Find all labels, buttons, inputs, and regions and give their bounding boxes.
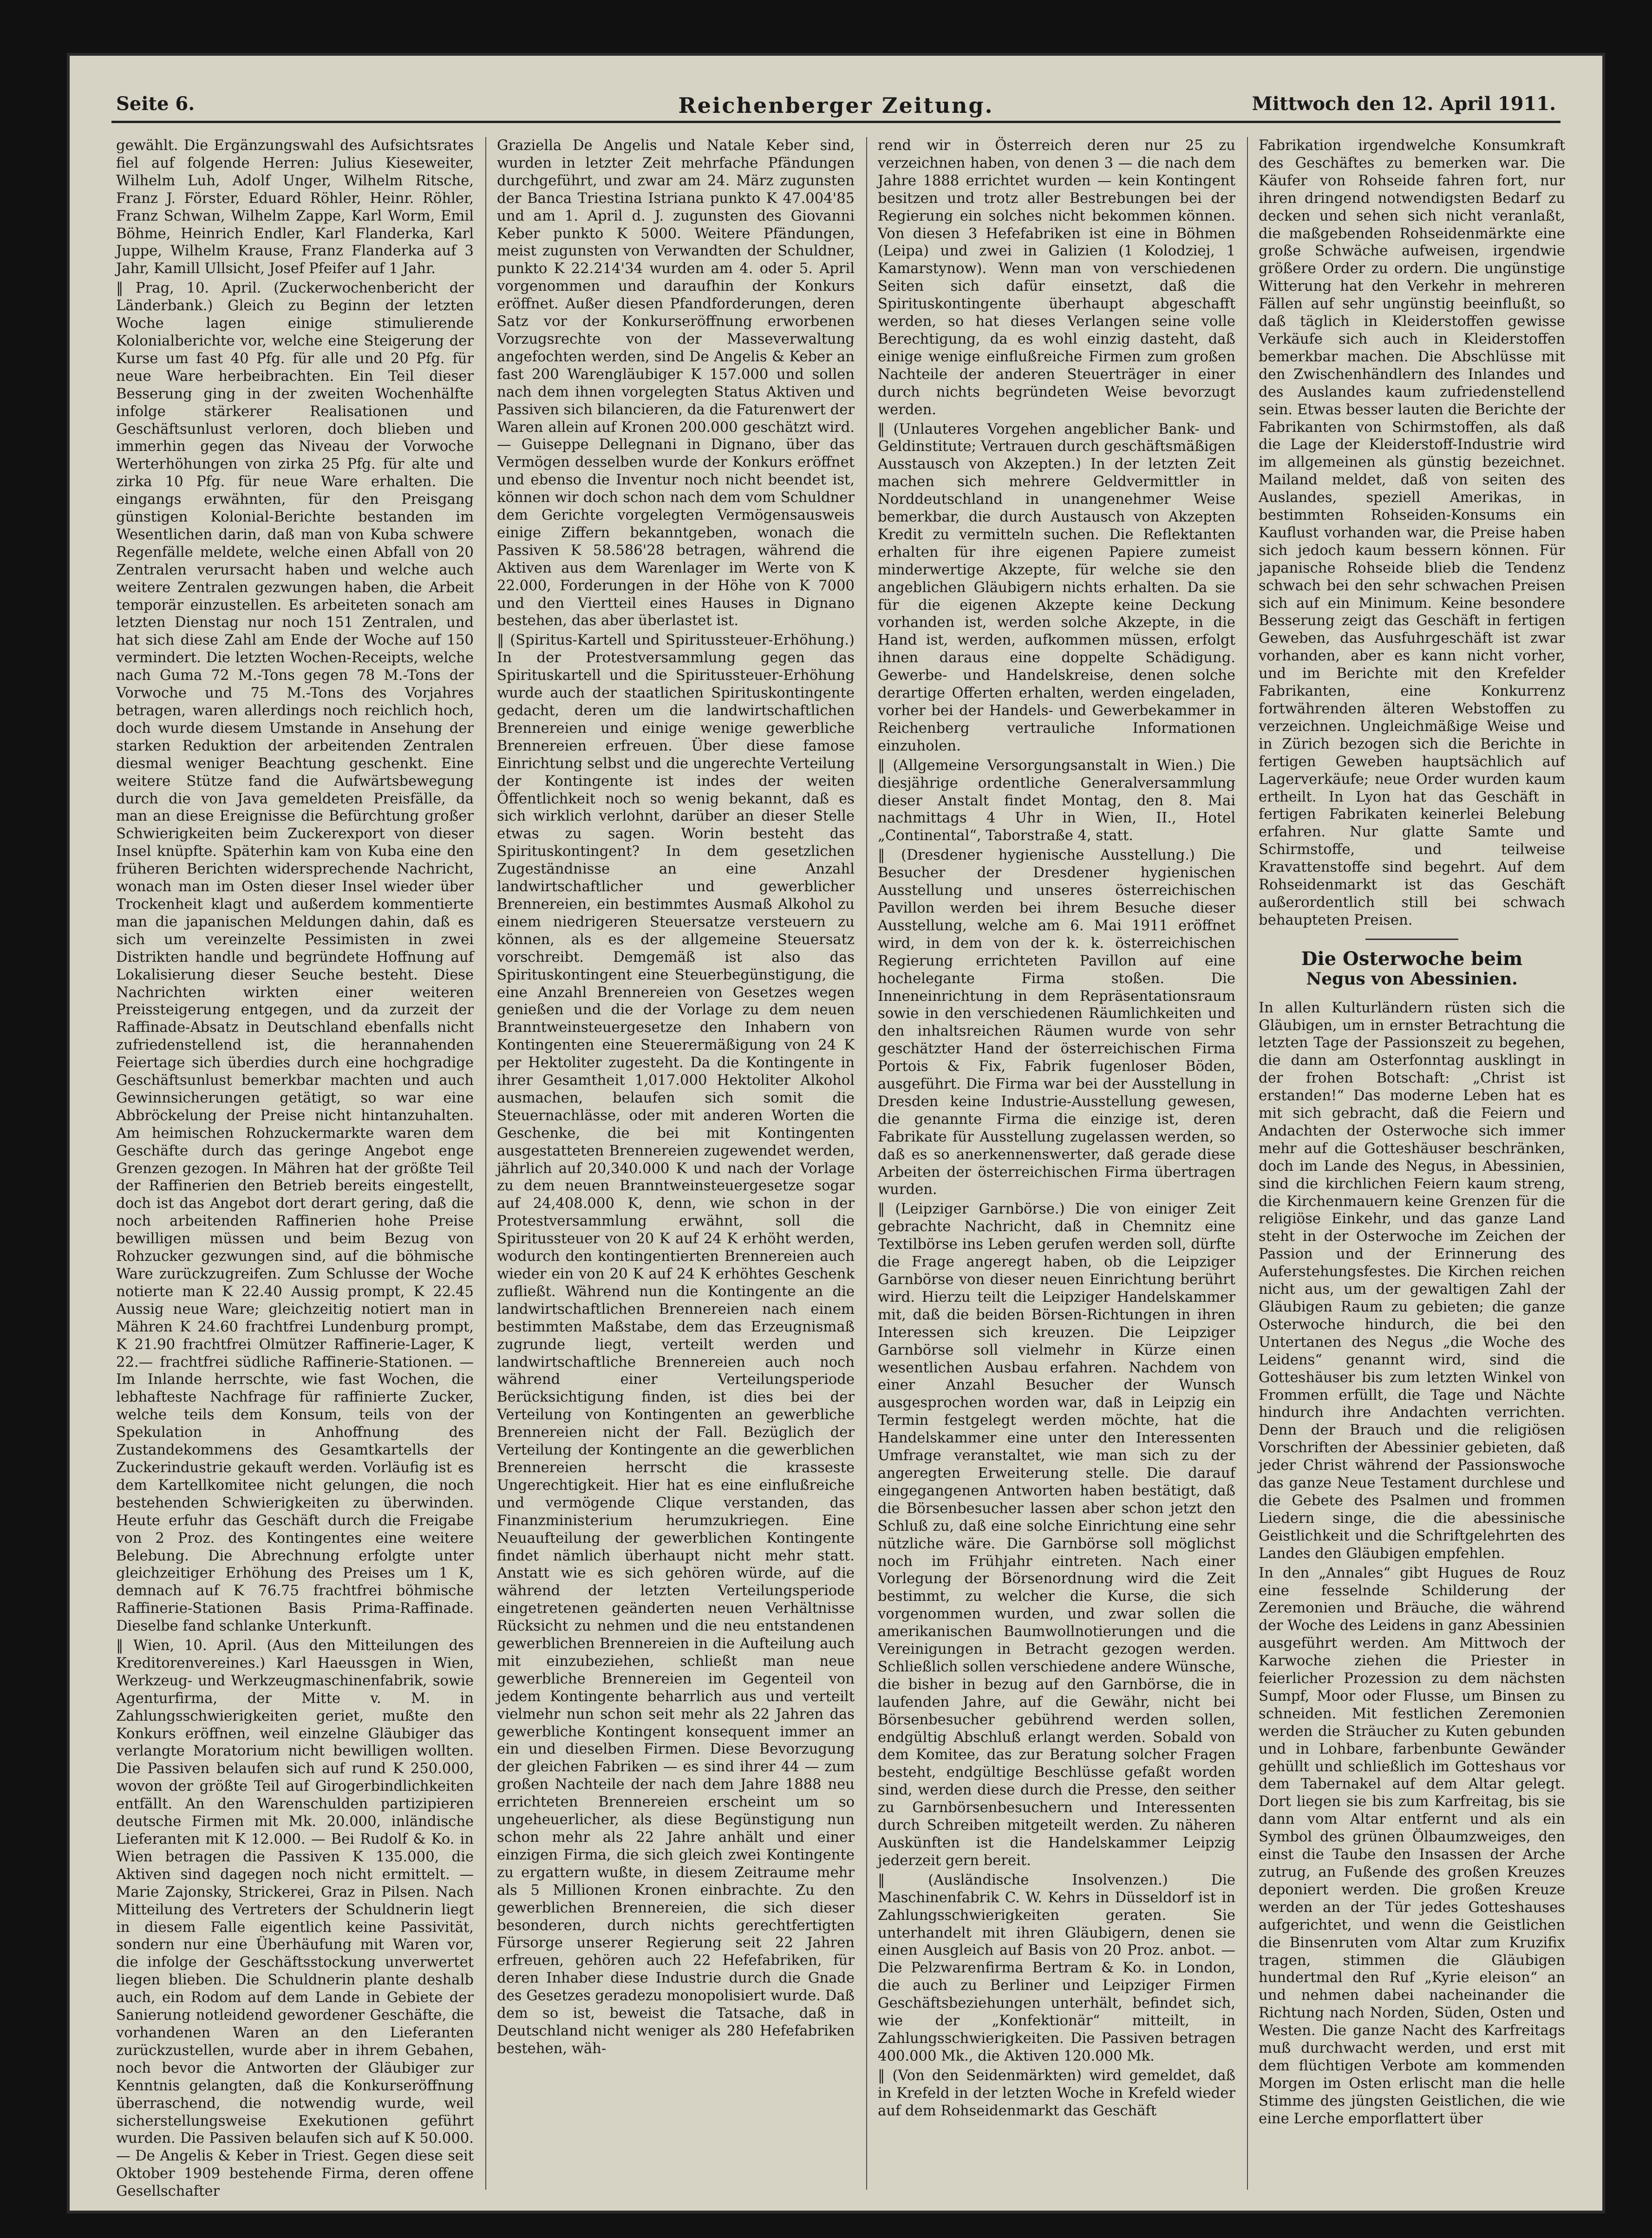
- issue-date: Mittwoch den 12. April 1911.: [1252, 93, 1556, 115]
- feature-subtitle: Negus von Abessinien.: [1306, 969, 1518, 989]
- page-header: [111, 84, 1561, 123]
- masthead: Reichenberger Zeitung.: [678, 93, 994, 118]
- article-sugar-report: ‖ Prag, 10. April. (Zuckerwochenbericht der Länderbank.) Gleich zu Beginn der letzten Woche lagen einige stimulierende Kolonialberichte vor, welche eine Steigerung der Kurse um fast 40 Pfg. für alle und 20 Pfg. für neue Ware herbeibrachten. Ein Teil dieser Besserung ging in der zweiten Wochenhälfte infolge stärkerer Realisationen und Geschäftsunlust verloren, doch blieben und immerhin gegen das Niveau der Vorwoche Werterhöhungen von zirka 25 Pfg. für alte und zirka 10 Pfg. für neue Ware erhalten. Die eingangs erwähnten, für den Preisgang günstigen Kolonial-Berichte bestanden im Wesentlichen darin, daß man von Kuba schwere Regenfälle meldete, welche einen Abfall von 20 Zentralen verursacht haben und welche auch weitere Zentralen gezwungen haben, die Arbeit temporär einzustellen. Es arbeiteten sonach am letzten Dienstag nur noch 151 Zentralen, und hat sich diese Zahl am Ende der Woche auf 150 vermindert. Die letzten Wochen-Receipts, welche nach Guma 72 M.-Tons gegen 78 M.-Tons der Vorwoche und 75 M.-Tons des Vorjahres betragen, waren allerdings noch reichlich hoch, doch wurde diesem Umstande in Ansehung der starken Reduktion der arbeitenden Zentralen diesmal weniger Beachtung geschenkt. Eine weitere Stütze fand die Aufwärtsbewegung durch die von Java gemeldeten Preisfälle, da man an diese Ereignisse die Befürchtung großer Schwierigkeiten beim Zuckerexport von dieser Insel knüpfte. Späterhin kam von Kuba eine den früheren Berichten widersprechende Nachricht, wonach man im Osten dieser Insel wieder über Trockenheit klagt und außerdem kommentierte man die japanischen Meldungen dahin, daß es sich um vereinzelte Pessimisten in zwei Distrikten handle und begründete Hoffnung auf Lokalisierung dieser Seuche besteht. Diese Nachrichten wirkten einer weiteren Preissteigerung entgegen, und da zurzeit der Raffinade-Absatz in Deutschland ebenfalls nicht zufriedenstellend ist, die herannahenden Feiertage sich überdies durch eine hochgradige Geschäftsunlust bemerkbar machten und auch Gewinnsicherungen getätigt, so war eine Abbröckelung der Preise nicht hintanzuhalten. Am heimischen Rohzuckermarkte waren dem Geschäfte durch das geringe Angebot enge Grenzen gezogen. In Mähren hat der größte Teil der Raffinerien den Betrieb bereits eingestellt, doch ist das Angebot dort derart gering, daß die noch arbeitenden Raffinerien hohe Preise bewilligen müssen und beim Bezug von Rohzucker gezwungen sind, auf die böhmische Ware zurückzugreifen. Zum Schlusse der Woche notierte man K 22.40 Aussig prompt, K 22.45 Aussig neue Ware; gleichzeitig notiert man in Mähren K 24.60 frachtfrei Lundenburg prompt, K 21.90 frachtfrei Olmützer Raffinerie-Lager, K 22.— frachtfrei südliche Raffinerie-Stationen. — Im Inlande herrschte, wie fast Wochen, die lebhafteste Nachfrage für raffinierte Zucker, welche teils dem Konsum, teils von der Spekulation in Anhoffnung des Zustandekommens des Gesamtkartells der Zuckerindustrie gekauft werden. Vorläufig ist es dem Kartellkomitee nicht gelungen, die noch bestehenden Schwierigkeiten zu überwinden. Heute erfuhr das Geschäft durch die Freigabe von 2 Proz. des Kontingentes eine weitere Belebung. Die Abrechnung erfolgte unter gleichzeitiger Erhöhung des Preises um 1 K, demnach auf K 76.75 frachtfrei böhmische Raffinerie-Stationen Basis Prima-Raffinade. Dieselbe fand schlanke Unterkunft.: [116, 280, 474, 1635]
- article-paragraph: Fabrikation irgendwelche Konsumkraft des Geschäftes zu bemerken war. Die Käufer von Rohseide fahren fort, nur ihren dringend notwendigsten Bedarf zu decken und sehen sich nicht veranlaßt, die maßgebenden Rohseidenmärkte eine große Schwäche aufweisen, irgendwie größere Order zu ordern. Die ungünstige Witterung hat den Verkehr in mehreren Fällen auf sehr ungünstig beeinflußt, so daß täglich in Kleiderstoffen gewisse Verkäufe sich auch in Kleiderstoffen bemerkbar machen. Die Abschlüsse mit den Zwischenhändlern des Inlandes und des Auslandes kaum zufriedenstellend sein. Etwas besser lauten die Berichte der Fabrikanten von Schirmstoffen, als daß die Lage der Kleiderstoff-Industrie wird im allgemeinen als günstig bezeichnet. Mailand meldet, daß von seiten des Auslandes, speziell Amerikas, in bestimmten Rohseiden-Konsums ein Kauflust vorhanden war, die Preise haben sich jedoch kaum bessern können. Für japanische Rohseide blieb die Tendenz schwach bei den sehr schwachen Preisen sich auf ein Minimum. Keine besondere Besserung zeigt das Geschäft in fertigen Geweben, das Ausfuhrgeschäft ist zwar vorhanden, aber es kann nicht vorher, und im Berichte mit den Krefelder Fabrikanten, eine Konkurrenz fortwährenden älteren Webstoffen zu verzeichnen. Ungleichmäßige Weise und in Zürich bezogen sich die Berichte in fertigen Geweben hauptsächlich auf Lagerverkäufe; neue Order wurden kaum ertheilt. In Lyon hat das Geschäft in fertigen Fabrikaten keinerlei Belebung erfahren. Nur glatte Samte und Schirmstoffe, und teilweise Kravattenstoffe sind begehrt. Auf dem Rohseidenmarkt ist das Geschäft außerordentlich still bei schwach behaupteten Preisen.: [1259, 137, 1565, 928]
- article-creditors: ‖ Wien, 10. April. (Aus den Mitteilungen des Kreditorenvereines.) Karl Haeussgen in Wien, Werkzeug- und Werkzeugmaschinenfabrik, sowie Agenturfirma, der Mitte v. M. in Zahlungsschwierigkeiten geriet, mußte den Konkurs eröffnen, weil einzelne Gläubiger das verlangte Moratorium nicht bewilligen wollten. Die Passiven belaufen sich auf rund K 250.000, wovon der größte Teil auf Girogerbindlichkeiten entfällt. An den Warenschulden partizipieren deutsche Firmen mit Mk. 20.000, inländische Lieferanten mit K 12.000. — Bei Rudolf & Ko. in Wien betragen die Passiven K 135.000, die Aktiven sind dagegen noch nicht ermittelt. — Marie Zajonsky, Strickerei, Graz in Pilsen. Nach Mitteilung des Vertreters der Schuldnerin liegt in diesem Falle eigentlich keine Passivität, sondern nur eine Überhäufung mit Waren vor, die infolge der Geschäftsstockung unverwertet liegen blieben. Die Schuldnerin plante deshalb auch, ein Rodom auf dem Lande in Gebiete der Sanierung notleidend gewordener Geschäfte, die vorhandenen Waren an den Lieferanten zurückzustellen, wurde aber in ihrem Gebahen, noch bevor die Antworten der Gläubiger zur Kenntnis gelangten, daß die Konkurseröffnung überraschend, die notwendig wurde, weil sicherstellungsweise Exekutionen geführt wurden. Die Passiven belaufen sich auf K 50.000. — De Angelis & Keber in Triest. Gegen diese seit Oktober 1909 bestehende Firma, deren offene Gesellschafter: [116, 1638, 474, 2200]
- article-paragraph: Graziella De Angelis und Natale Keber sind, wurden in letzter Zeit mehrfache Pfändungen durchgeführt, und zwar am 24. März zugunsten der Banca Triestina Istriana punkto K 47.004'85 und am 1. April d. J. zugunsten des Giovanni Keber punkto K 5000. Weitere Pfändungen, meist zugunsten von Verwandten der Schuldner, punkto K 22.214'34 wurden am 4. oder 5. April vorgenommen und daraufhin der Konkurs eröffnet. Außer diesen Pfandforderungen, deren Satz vor der Konkurseröffnung erworbenen Vorzugsrechte von der Masseverwaltung angefochten werden, sind De Angelis & Keber an fast 200 Warengläubiger K 157.000 und sollen nach dem ihnen vorgelegten Status Aktiven und Passiven sich bilancieren, da die Faturenwert der Waren allein auf Kronen 200.000 geschätzt wird. — Guiseppe Dellegnani in Dignano, über das Vermögen desselben wurde der Konkurs eröffnet und ebenso die Inventur noch nicht beendet ist, können wir doch schon nach dem vom Schuldner dem Gerichte vorgelegten Vermögensausweis einige Ziffern bekanntgeben, wonach die Passiven K 58.586'28 betragen, während die Aktiven aus dem Warenlager im Werte von K 22.000, Forderungen in der Höhe von K 7000 und den Viertteil eines Hauses in Dignano bestehen, das aber überlastet ist.: [497, 137, 855, 629]
- column-rule: [1247, 137, 1248, 2190]
- feature-paragraph: In den „Annales“ gibt Hugues de Rouz eine fesselnde Schilderung der Zeremonien und Bräuche, die während der Woche des Leidens in ganz Abessinien ausgeführt werden. Am Mittwoch der Karwoche ziehen die Priester in feierlicher Prozession zu dem nächsten Sumpf, Moor oder Flusse, um Binsen zu schneiden. Mit festlichen Zeremonien werden die Sträucher zu Kuten gebunden und in Lohbare, farbenbunte Gewänder gehüllt und schließlich im Gotteshaus vor dem Tabernakel auf dem Altar gelegt. Dort liegen sie bis zum Karfreitag, bis sie dann vom Altar entfernt und als ein Symbol des grünen Ölbaumzweiges, den einst die Taube den Insassen der Arche zutrug, an Fußende des großen Kreuzes deponiert werden. Die großen Kreuze werden an der Tür jedes Gotteshauses aufgerichtet, und wenn die Geistlichen die Binsenruten vom Altar zum Kruzifix tragen, stimmen die Gläubigen hundertmal den Ruf „Kyrie eleison“ an und nehmen dabei nacheinander die Richtung nach Norden, Süden, Osten und Westen. Die ganze Nacht des Karfreitags muß durchwacht werden, und erst mit dem flüchtigen Verbote am kommenden Morgen im Osten erlischt man die helle Stimme des jüngsten Geistlichen, die wie eine Lerche emporflattert über: [1259, 1565, 1565, 2127]
- article-versorgungsanstalt: ‖ (Allgemeine Versorgungsanstalt in Wien.) Die diesjährige ordentliche Generalversammlung dieser Anstalt findet Montag, den 8. Mai nachmittags 4 Uhr in Wien, II., Hotel „Continental“, Taborstraße 4, statt.: [878, 757, 1235, 844]
- newspaper-page: [70, 56, 1602, 2211]
- column-3: [878, 137, 1235, 2190]
- article-dresden-exhibition: ‖ (Dresdener hygienische Ausstellung.) Die Besucher der Dresdener hygienischen Ausstellung und unseres österreichischen Pavillon werden bei ihrem Besuche dieser Ausstellung, welche am 6. Mai 1911 eröffnet wird, in dem von der k. k. österreichischen Regierung errichteten Pavillon auf eine hochelegante Firma stoßen. Die Inneneinrichtung in dem Repräsentationsraum sowie in den verschiedenen Räumlichkeiten und den inhaltsreichen Räumen wurde von sehr geschätzter Hand der österreichischen Firma Portois & Fix, Fabrik fugenloser Böden, ausgeführt. Die Firma war bei der Ausstellung in Dresden keine Industrie-Ausstellung gewesen, die genannte Firma die einzige ist, deren Fabrikate für Ausstellung zugelassen werden, so daß es so anerkennenswerter, daß gerade diese Arbeiten der österreichischen Firma übertragen wurden.: [878, 847, 1235, 1198]
- article-silk-markets: ‖ (Von den Seidenmärkten) wird gemeldet, daß in Krefeld in der letzten Woche in Krefeld wieder auf dem Rohseidenmarkt das Geschäft: [878, 2067, 1235, 2119]
- column-1: [116, 137, 474, 2200]
- feature-title: Die Osterwoche beim: [1301, 947, 1523, 970]
- article-leipzig-exchange: ‖ (Leipziger Garnbörse.) Die von einiger Zeit gebrachte Nachricht, daß in Chemnitz eine Textilbörse ins Leben gerufen werden soll, dürfte die Frage angeregt haben, ob die Leipziger Garnbörse von dieser neuen Einrichtung berührt wird. Hierzu teilt die Leipziger Handelskammer mit, daß die beiden Börsen-Richtungen in ihren Interessen sich kreuzen. Die Leipziger Garnbörse soll vielmehr in Kürze einen wesentlichen Ausbau erfahren. Nachdem von einer Anzahl Besucher der Wunsch ausgesprochen worden war, daß in Leipzig ein Termin festgelegt werden möchte, hat die Handelskammer eine unter den Interessenten Umfrage veranstaltet, wie man sich zu der angeregten Erweiterung stelle. Die darauf eingegangenen Antworten haben bestätigt, daß die Börsenbesucher lassen aber schon jetzt den Schluß zu, daß eine solche Einrichtung eine sehr nützliche wäre. Die Garnbörse soll möglichst noch im Frühjahr eintreten. Nach einer Vorlegung der Börsenordnung wird die Zeit bestimmt, zu welcher die Kurse, die sich vorgenommen wurden, und zwar sollen die amerikanischen Baumwollnotierungen und die Vereinigungen in Betracht gezogen werden. Schließlich sollen verschiedene andere Wünsche, die bisher in bezug auf den Garnbörse, die in laufenden Jahre, auf die Gewähr, nicht bei Börsenbesucher gebührend werden sollen, endgültig Abschluß erlangt werden. Sobald von dem Komitee, das zur Beratung solcher Fragen besteht, endgültige Beschlüsse gefaßt worden sind, werden diese durch die Presse, den seither zu Garnbörsenbesuchern und Interessenten durch Schreiben mitgeteilt werden. Zu näheren Auskünften ist die Handelskammer Leipzig jederzeit gern bereit.: [878, 1201, 1235, 1869]
- article-bank-warning: ‖ (Unlauteres Vorgehen angeblicher Bank- und Geldinstitute; Vertrauen durch geschäftsmäßigen Ausstausch von Akzepten.) In der letzten Zeit machen sich mehrere Geldvermittler in Norddeutschland in unangenehmer Weise bemerkbar, die durch Austausch von Akzepten Kredit zu vermitteln suchen. Die Reflektanten erhalten für ihre eigenen Papiere zumeist minderwertige Akzepte, für welche sie den angeblichen Gläubigern nichts erhalten. Da sie für die eigenen Akzepte keine Deckung vorhanden ist, werden solche Akzepte, in die Hand ist, werden, aufkommen müssen, erfolgt ihnen daraus eine doppelte Schädigung. Gewerbe- und Handelskreise, denen solche derartige Offerten erhalten, werden eingeladen, vorher bei der Handels- und Gewerbekammer in Reichenberg vertrauliche Informationen einzuholen.: [878, 421, 1235, 754]
- article-paragraph: gewählt. Die Ergänzungswahl des Aufsichtsrates fiel auf folgende Herren: Julius Kieseweiter, Wilhelm Luh, Adolf Unger, Wilhelm Ritsche, Franz J. Förster, Eduard Röhler, Heinr. Röhler, Franz Schwan, Wilhelm Zappe, Karl Worm, Emil Böhme, Heinrich Endler, Karl Flanderka, Karl Juppe, Wilhelm Krause, Franz Flanderka auf 3 Jahr, Kamill Ullsicht, Josef Pfeifer auf 1 Jahr.: [116, 137, 474, 277]
- column-4: [1259, 137, 1565, 2190]
- article-spirit-cartel: ‖ (Spiritus-Kartell und Spiritussteuer-Erhöhung.) In der Protestversammlung gegen das Spirituskartell und die Spiritussteuer-Erhöhung wurde auch der staatlichen Spirituskontingente gedacht, deren um die landwirtschaftlichen Brennereien und einige wenige gewerbliche Brennereien erfreuen. Über diese famose Einrichtung selbst und die ungerechte Verteilung der Kontingente ist indes der weiten Öffentlichkeit noch so wenig bekannt, daß es sich wirklich verlohnt, darüber an dieser Stelle etwas zu sagen. Worin besteht das Spirituskontingent? In dem gesetzlichen Zugeständnisse an eine Anzahl landwirtschaftlicher und gewerblicher Brennereien, ein bestimmtes Ausmaß Alkohol zu einem niedrigeren Steuersatze versteuern zu können, als es der allgemeine Steuersatz vorschreibt. Demgemäß ist also das Spirituskontingent eine Steuerbegünstigung, die eine Anzahl Brennereien von Gesetzes wegen genießen und die der Vorlage zu dem neuen Branntweinsteuergesetze den Inhabern von Kontingenten eine Steuerermäßigung von 24 K per Hektoliter zugesteht. Da die Kontingente in ihrer Gesamtheit 1,017.000 Hektoliter Alkohol ausmachen, belaufen sich somit die Steuernachlässe, oder mit anderen Worten die Geschenke, die bei mit Kontingenten ausgestatteten Brennereien zugewendet werden, jährlich auf 20,340.000 K und nach der Vorlage zu dem neuen Branntweinsteuergesetze sogar auf 24,408.000 K, denn, wie schon in der Protestversammlung erwähnt, soll die Spiritussteuer von 20 K auf 24 K erhöht werden, wodurch den kontingentierten Brennereien auch wieder ein von 20 K auf 24 K erhöhtes Geschenk zufließt. Während nun die Kontingente an die landwirtschaftlichen Brennereien nach einem bestimmten Maßstabe, dem das Erzeugnismaß zugrunde liegt, verteilt werden und landwirtschaftliche Brennereien auch noch während einer Verteilungsperiode Berücksichtigung finden, ist dies bei der Verteilung von Kontingenten an gewerbliche Brennereien nicht der Fall. Bezüglich der Verteilung der Kontingente an die gewerblichen Brennereien herrscht die krasseste Ungerechtigkeit. Hier hat es eine einflußreiche und vermögende Clique verstanden, das Finanzministerium herumzukriegen. Eine Neuaufteilung der gewerblichen Kontingente findet nämlich überhaupt nicht mehr statt. Anstatt wie es sich gehören würde, auf die während der letzten Verteilungsperiode eingetretenen geänderten neuen Verhältnisse Rücksicht zu nehmen und die neu entstandenen gewerblichen Brennereien in die Aufteilung auch mit einzubeziehen, schließt man neue gewerbliche Brennereien im Gegenteil von jedem Kontingente beharrlich aus und verteilt vielmehr nun schon seit mehr als 22 Jahren das gewerbliche Kontingent konsequent immer an ein und dieselben Firmen. Diese Bevorzugung der gleichen Fabriken — es sind ihrer 44 — zum großen Nachteile der nach dem Jahre 1888 neu errichteten Brennereien erscheint um so ungeheuerlicher, als diese Begünstigung nun schon mehr als 22 Jahre anhält und einer einzigen Firma, die sich gleich zwei Kontingente zu ergattern wußte, in diesem Zeitraume mehr als 5 Millionen Kronen einbrachte. Zu den gewerblichen Brennereien, die sich dieser besonderen, durch nichts gerechtfertigten Fürsorge unserer Regierung seit 22 Jahren erfreuen, gehören auch 22 Hefefabriken, für deren Inhaber diese Industrie durch die Gnade des Gesetzes geradezu monopolisiert wurde. Daß dem so ist, beweist die Tatsache, daß in Deutschland nicht weniger als 280 Hefefabriken bestehen, wäh-: [497, 632, 855, 2057]
- page-number: Seite 6.: [116, 93, 195, 115]
- feature-paragraph: In allen Kulturländern rüsten sich die Gläubigen, um in ernster Betrachtung die letzten Tage der Passionszeit zu begehen, die dann am Osterfonntag ausklingt in der frohen Botschaft: „Christ ist erstanden!“ Das moderne Leben hat es mit sich gebracht, daß die Feiern und Andachten der Osterwoche sich immer mehr auf die Gotteshäuser beschränken, doch im Lande des Negus, in Abessinien, sind die kirchlichen Feiern kaum streng, die Kirchenmauern keine Grenzen für die religiöse Einkehr, und das ganze Land steht in der Osterwoche im Zeichen der Passion und der Erinnerung des Auferstehungsfestes. Die Kirchen reichen nicht aus, um der gewaltigen Zahl der Gläubigen Raum zu gebieten; die ganze Osterwoche hindurch, die bei den Untertanen des Negus „die Woche des Leidens“ genannt wird, sind die Gotteshäuser bis zum letzten Winkel von Frommen erfüllt, die Tage und Nächte hindurch ihre Andachten verrichten. Denn der Brauch und die religiösen Vorschriften der Abessinier gebieten, daß jeder Christ während der Passionswoche das ganze Neue Testament durchlese und die Gebete des Psalmen und frommen Liedern singe, die die abessinische Geistlichkeit und die Schriftgelehrten des Landes den Gläubigen empfehlen.: [1259, 999, 1565, 1562]
- article-paragraph: rend wir in Österreich deren nur 25 zu verzeichnen haben, von denen 3 — die nach dem Jahre 1888 errichtet wurden — kein Kontingent besitzen und trotz aller Bestrebungen bei der Regierung ein solches nicht bekommen können. Von diesen 3 Hefefabriken ist eine in Böhmen (Leipa) und zwei in Galizien (1 Kolodziej, 1 Kamarstynow). Wenn man von verschiedenen Seiten sich dafür einsetzt, daß die Spirituskontingente überhaupt abgeschafft werden, so hat dieses Verlangen seine volle Berechtigung, da es wohl einzig dasteht, daß einige wenige einflußreiche Firmen zum großen Nachteile der anderen Steuerträger in einer durch nichts begründeten Weise bevorzugt werden.: [878, 137, 1235, 418]
- column-rule: [866, 137, 867, 2190]
- column-2: [497, 137, 855, 2190]
- column-rule: [485, 137, 486, 2190]
- section-divider: [1365, 939, 1458, 940]
- article-insolvencies: ‖ (Ausländische Insolvenzen.) Die Maschinenfabrik C. W. Kehrs in Düsseldorf ist in Zahlungsschwierigkeiten geraten. Sie unterhandelt mit ihren Gläubigern, denen sie einen Ausgleich auf Basis von 20 Proz. anbot. — Die Pelzwarenfirma Bertram & Ko. in London, die auch zu Berliner und Leipziger Firmen Geschäftsbeziehungen unterhält, befindet sich, wie der „Konfektionär“ mitteilt, in Zahlungsschwierigkeiten. Die Passiven betragen 400.000 Mk., die Aktiven 120.000 Mk.: [878, 1872, 1235, 2064]
